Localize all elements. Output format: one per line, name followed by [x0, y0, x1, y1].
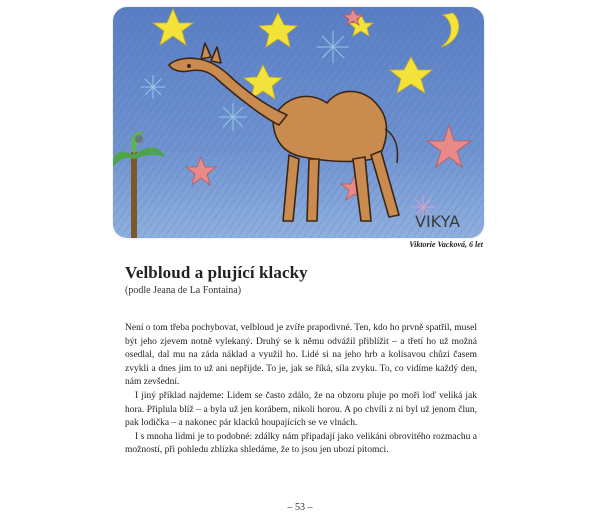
camel-illustration — [113, 7, 484, 238]
article-title: Velbloud a plující klacky — [125, 263, 308, 282]
paragraph-1: Není o tom třeba pochybovat, velbloud je zvíře prapodivné. Ten, kdo ho prvně spatřil, musel být jeho zjevem notně vylekaný. Druhý se k němu odvážil přiblížit – a třetí ho už možná osedlal, dal mu na záda náklad a využil ho. Lidé si na jeho hrb a kolísavou chůzi časem zvykli a dnes jim to už ani nepřijde. To je, jak se říká, síla zvyku. To, co vidíme každý den, nám zevšední. — [125, 323, 477, 388]
article-body — [125, 322, 477, 458]
page-number: – 53 – — [287, 502, 313, 513]
article-subtitle: (podle Jeana de La Fontaina) — [125, 285, 242, 296]
illustration-signature: VIKYA — [415, 212, 461, 231]
paragraph-2: I jiný příklad najdeme: Lidem se často zdálo, že na obzoru pluje po moři loď veliká jak hora. Připlula blíž – a byla už jen korábem, nikoli horou. A po chvíli z ní byl už jenom člun, pak lodička – a nakonec pár klacků houpajících se ve vlnách. — [125, 390, 477, 429]
illustration-caption: Viktorie Vacková, 6 let — [409, 240, 483, 249]
paragraph-3: I s mnoha lidmi je to podobné: zdálky nám připadají jako velikáni obrovitého rozmachu a možností, při pohledu zblízka shledáme, že to jsou jen ubozí pitomci. — [125, 431, 477, 456]
